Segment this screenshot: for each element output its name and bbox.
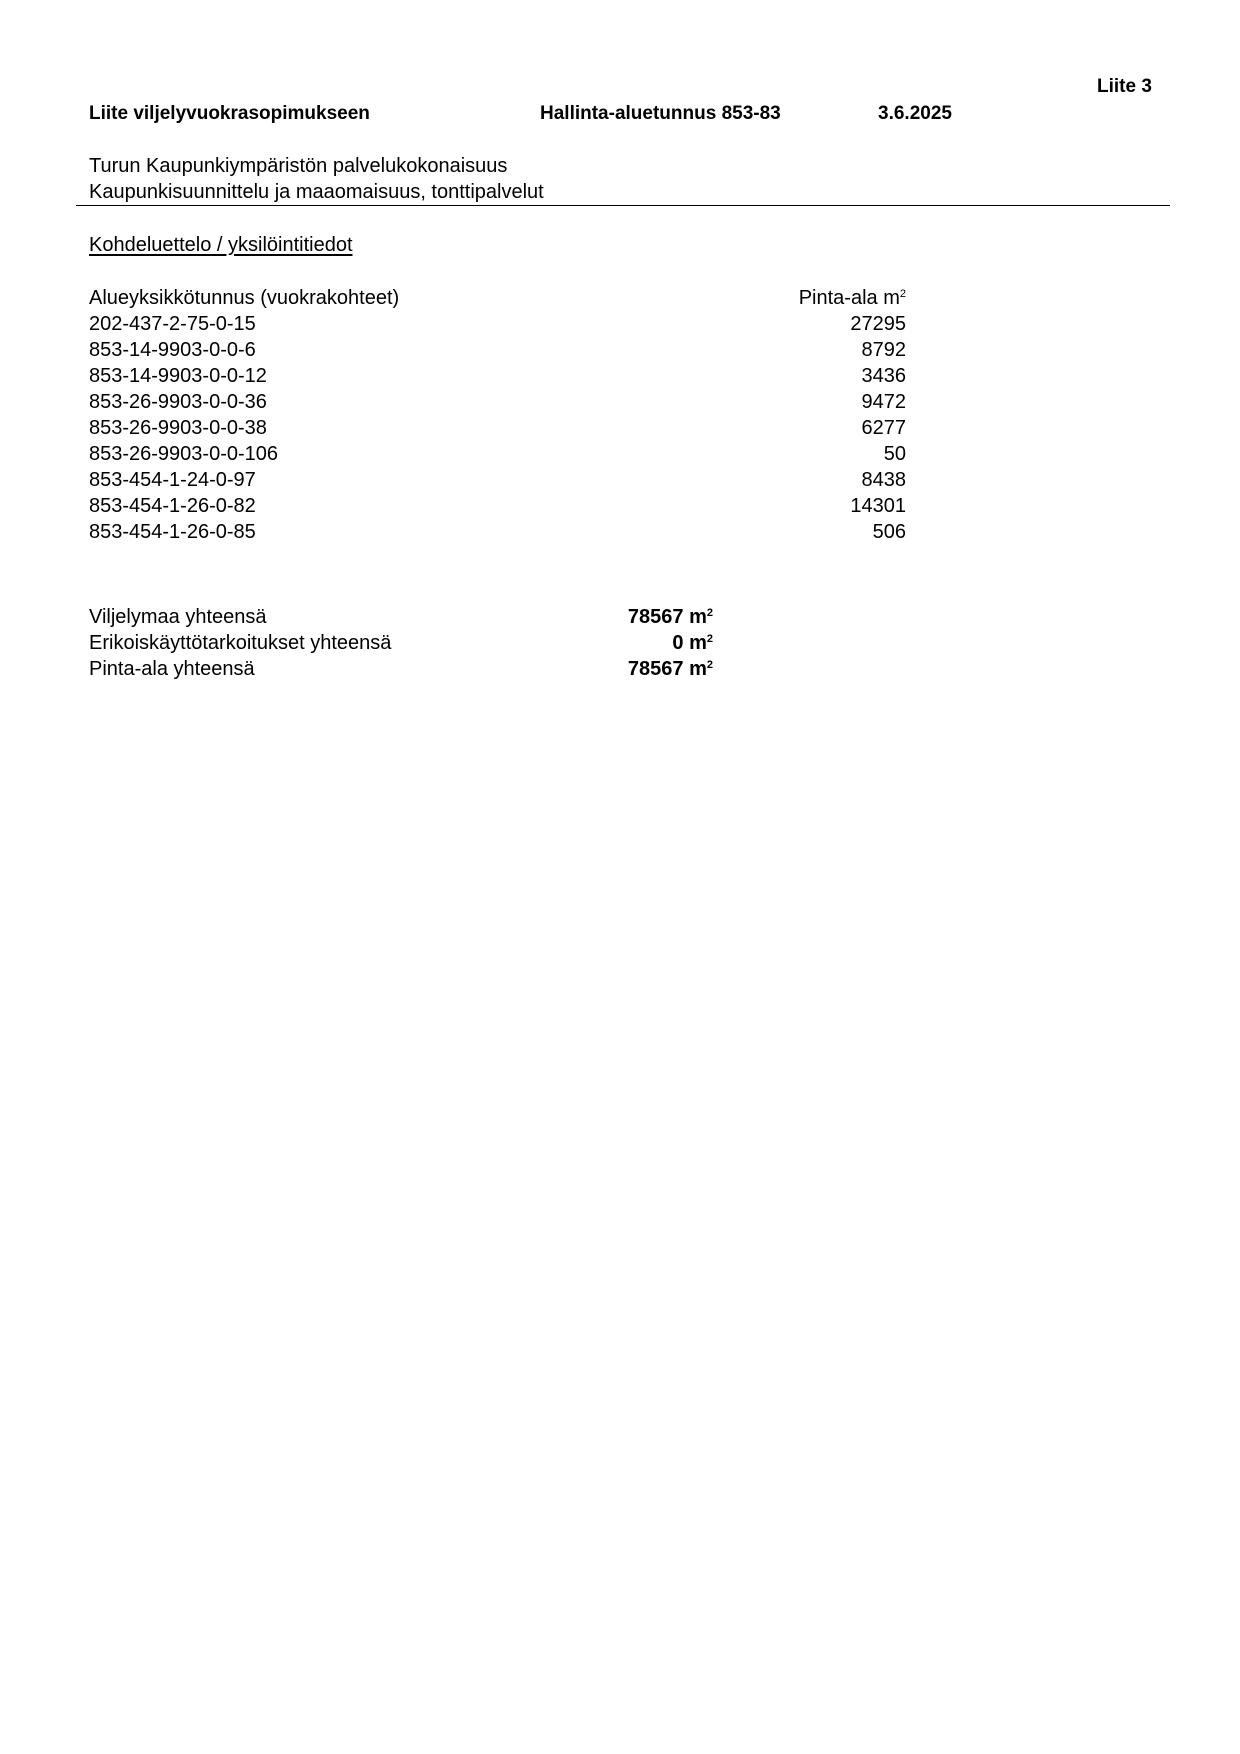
table-row: [0, 493, 1240, 519]
parcel-area: 9472: [861, 391, 906, 413]
table-row: [0, 519, 1240, 545]
total-value: [560, 656, 713, 682]
column-header-id: Alueyksikkötunnus (vuokrakohteet): [89, 287, 400, 309]
total-value-number: 0 m: [672, 632, 707, 654]
parcel-area: 8792: [861, 339, 906, 361]
document-title: Liite viljelyvuokrasopimukseen: [89, 103, 370, 124]
parcel-area: 14301: [850, 495, 906, 517]
parcel-area: 8438: [861, 469, 906, 491]
totals-block: [0, 604, 1240, 682]
parcel-id: 853-26-9903-0-0-38: [89, 417, 267, 439]
total-row: [0, 656, 1240, 682]
organization-line-1: Turun Kaupunkiympäristön palvelukokonaisuus: [89, 155, 508, 177]
column-header-area: Pinta-ala $m^2$: [798, 287, 906, 309]
header-divider: [76, 205, 1170, 206]
parcel-area: 6277: [861, 417, 906, 439]
total-value-unit-exponent: 2: [706, 659, 713, 671]
table-row: [0, 467, 1240, 493]
total-label: Pinta-ala yhteensä: [89, 658, 255, 680]
table-row: [0, 363, 1240, 389]
total-value-unit-exponent: 2: [706, 633, 713, 645]
parcel-area: 27295: [850, 313, 906, 335]
parcel-id: 202-437-2-75-0-15: [89, 313, 256, 335]
total-value-unit-exponent: 2: [706, 607, 713, 619]
area-code: Hallinta-aluetunnus 853-83: [540, 103, 781, 124]
section-title: Kohdeluettelo / yksilöintitiedot: [89, 234, 353, 256]
parcel-id: 853-454-1-26-0-82: [89, 495, 256, 517]
parcel-area: 50: [883, 443, 906, 465]
total-value: [560, 630, 713, 656]
total-label: Viljelymaa yhteensä: [89, 606, 267, 628]
parcel-id: 853-454-1-24-0-97: [89, 469, 256, 491]
totals-list: [0, 604, 1240, 682]
table-header-row: [0, 285, 1240, 311]
total-value: [560, 604, 713, 630]
document-date: 3.6.2025: [878, 103, 952, 124]
table-row: [0, 337, 1240, 363]
table-row: [0, 441, 1240, 467]
total-row: [0, 604, 1240, 630]
total-value-number: 78567 m: [627, 658, 707, 680]
total-value-number: 78567 m: [627, 606, 707, 628]
parcel-area: 506: [872, 521, 906, 543]
parcel-id: 853-454-1-26-0-85: [89, 521, 256, 543]
table-row: [0, 311, 1240, 337]
parcel-id: 853-26-9903-0-0-36: [89, 391, 267, 413]
organization-line-2: Kaupunkisuunnittelu ja maaomaisuus, tonttipalvelut: [89, 181, 544, 203]
parcel-id: 853-14-9903-0-0-6: [89, 339, 256, 361]
total-row: [0, 630, 1240, 656]
table-body: [0, 311, 1240, 545]
parcel-id: 853-14-9903-0-0-12: [89, 365, 267, 387]
parcel-table: [0, 285, 1240, 545]
table-row: [0, 415, 1240, 441]
attachment-label: Liite 3: [1097, 76, 1152, 97]
table-row: [0, 389, 1240, 415]
parcel-id: 853-26-9903-0-0-106: [89, 443, 279, 465]
total-label: Erikoiskäyttötarkoitukset yhteensä: [89, 632, 392, 654]
parcel-area: 3436: [861, 365, 906, 387]
